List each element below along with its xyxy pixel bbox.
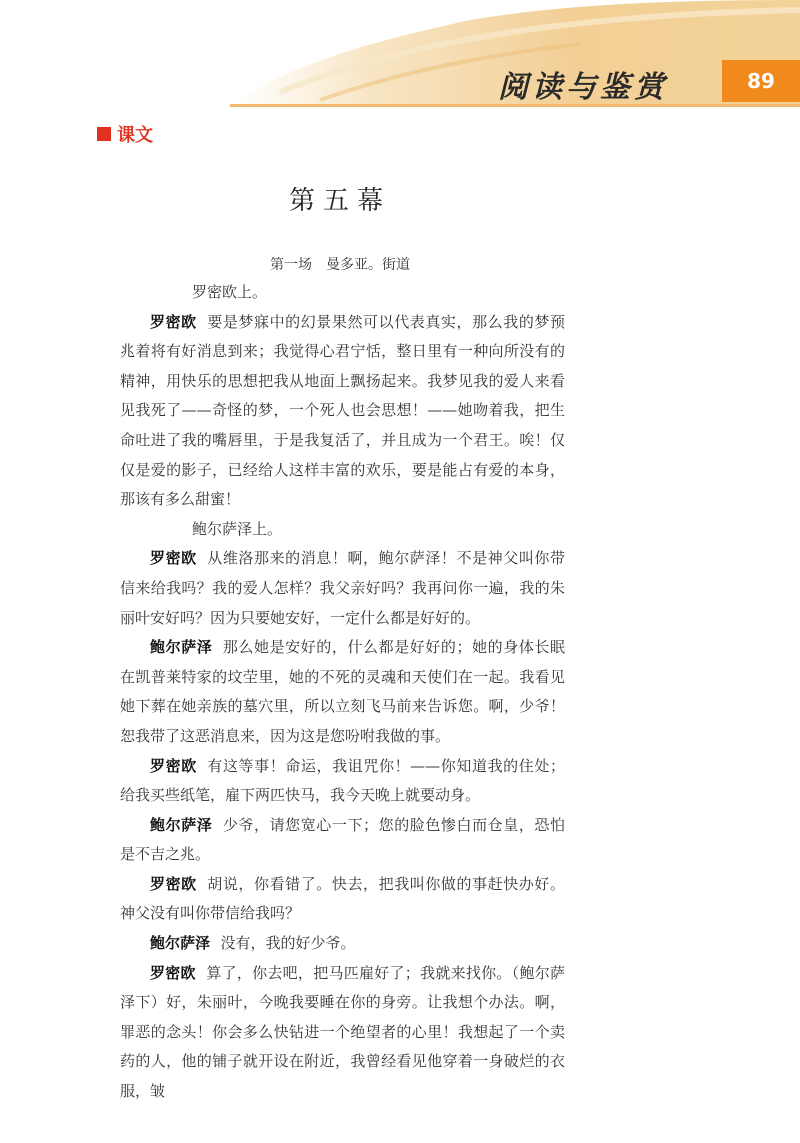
speech-text: 那么她是安好的，什么都是好好的；她的身体长眠在凯普莱特家的坟茔里，她的不死的灵魂和天使们在一起。我看见她下葬在她亲族的墓穴里，所以立刻飞马前来告诉您。啊，少爷！恕我带了这恶消息来，因为这是您吩咐我做的事。 [120, 638, 565, 745]
speech-text: 要是梦寐中的幻景果然可以代表真实，那么我的梦预兆着将有好消息到来；我觉得心君宁恬，整日里有一种向所没有的精神，用快乐的思想把我从地面上飘扬起来。我梦见我的爱人来看见我死了——奇怪的梦，一个死人也会思想！——她吻着我，把生命吐进了我的嘴唇里，于是我复活了，并且成为一个君王。唉！仅仅是爱的影子，已经给人这样丰富的欢乐，要是能占有爱的本身，那该有多么甜蜜！ [120, 312, 565, 509]
speech [120, 811, 565, 870]
square-bullet-icon [97, 127, 111, 141]
speech-text: 没有，我的好少爷。 [220, 934, 356, 953]
header-title: 阅读与鉴赏 [498, 70, 668, 105]
speech-text: 少爷，请您宽心一下；您的脸色惨白而仓皇，恐怕是不吉之兆。 [120, 815, 565, 864]
speech [120, 544, 565, 633]
section-label-text: 课文 [117, 125, 153, 146]
speaker-name: 罗密欧 [150, 756, 197, 775]
speaker-name: 罗密欧 [150, 874, 197, 893]
speech-text: 从维洛那来的消息！啊，鲍尔萨泽！不是神父叫你带信来给我吗？我的爱人怎样？我父亲好吗？我再问你一遍，我的朱丽叶安好吗？因为只要她安好，一定什么都是好好的。 [120, 549, 565, 627]
speech [120, 959, 565, 1107]
page-number: 89 [722, 60, 800, 102]
speaker-name: 罗密欧 [150, 312, 197, 331]
speech-text: 有这等事！命运，我诅咒你！——你知道我的住处；给我买些纸笔，雇下两匹快马，我今天晚上就要动身。 [120, 756, 565, 805]
speech-text: 算了，你去吧，把马匹雇好了；我就来找你。（鲍尔萨泽下）好，朱丽叶，今晚我要睡在你的身旁。让我想个办法。啊，罪恶的念头！你会多么快钻进一个绝望者的心里！我想起了一个卖药的人，他的铺子就开设在附近，我曾经看见他穿着一身破烂的衣服，皱 [120, 963, 565, 1101]
act-title: 第五幕 [288, 186, 391, 216]
stage-direction: 罗密欧上。 [192, 283, 268, 301]
speech-text: 胡说，你看错了。快去，把我叫你做的事赶快办好。神父没有叫你带信给我吗？ [120, 874, 565, 923]
speaker-name: 鲍尔萨泽 [150, 638, 213, 657]
play-text [120, 278, 565, 1107]
speech [120, 752, 565, 811]
speech [120, 929, 565, 959]
section-label [97, 122, 153, 146]
speech [120, 308, 565, 515]
speaker-name: 鲍尔萨泽 [150, 815, 213, 834]
scene-heading: 第一场 曼多亚。街道 [270, 257, 410, 273]
speech [120, 870, 565, 929]
speech [120, 633, 565, 751]
speaker-name: 罗密欧 [150, 549, 197, 568]
speaker-name: 鲍尔萨泽 [150, 934, 211, 953]
stage-direction: 鲍尔萨泽上。 [192, 519, 283, 538]
speaker-name: 罗密欧 [150, 963, 196, 982]
